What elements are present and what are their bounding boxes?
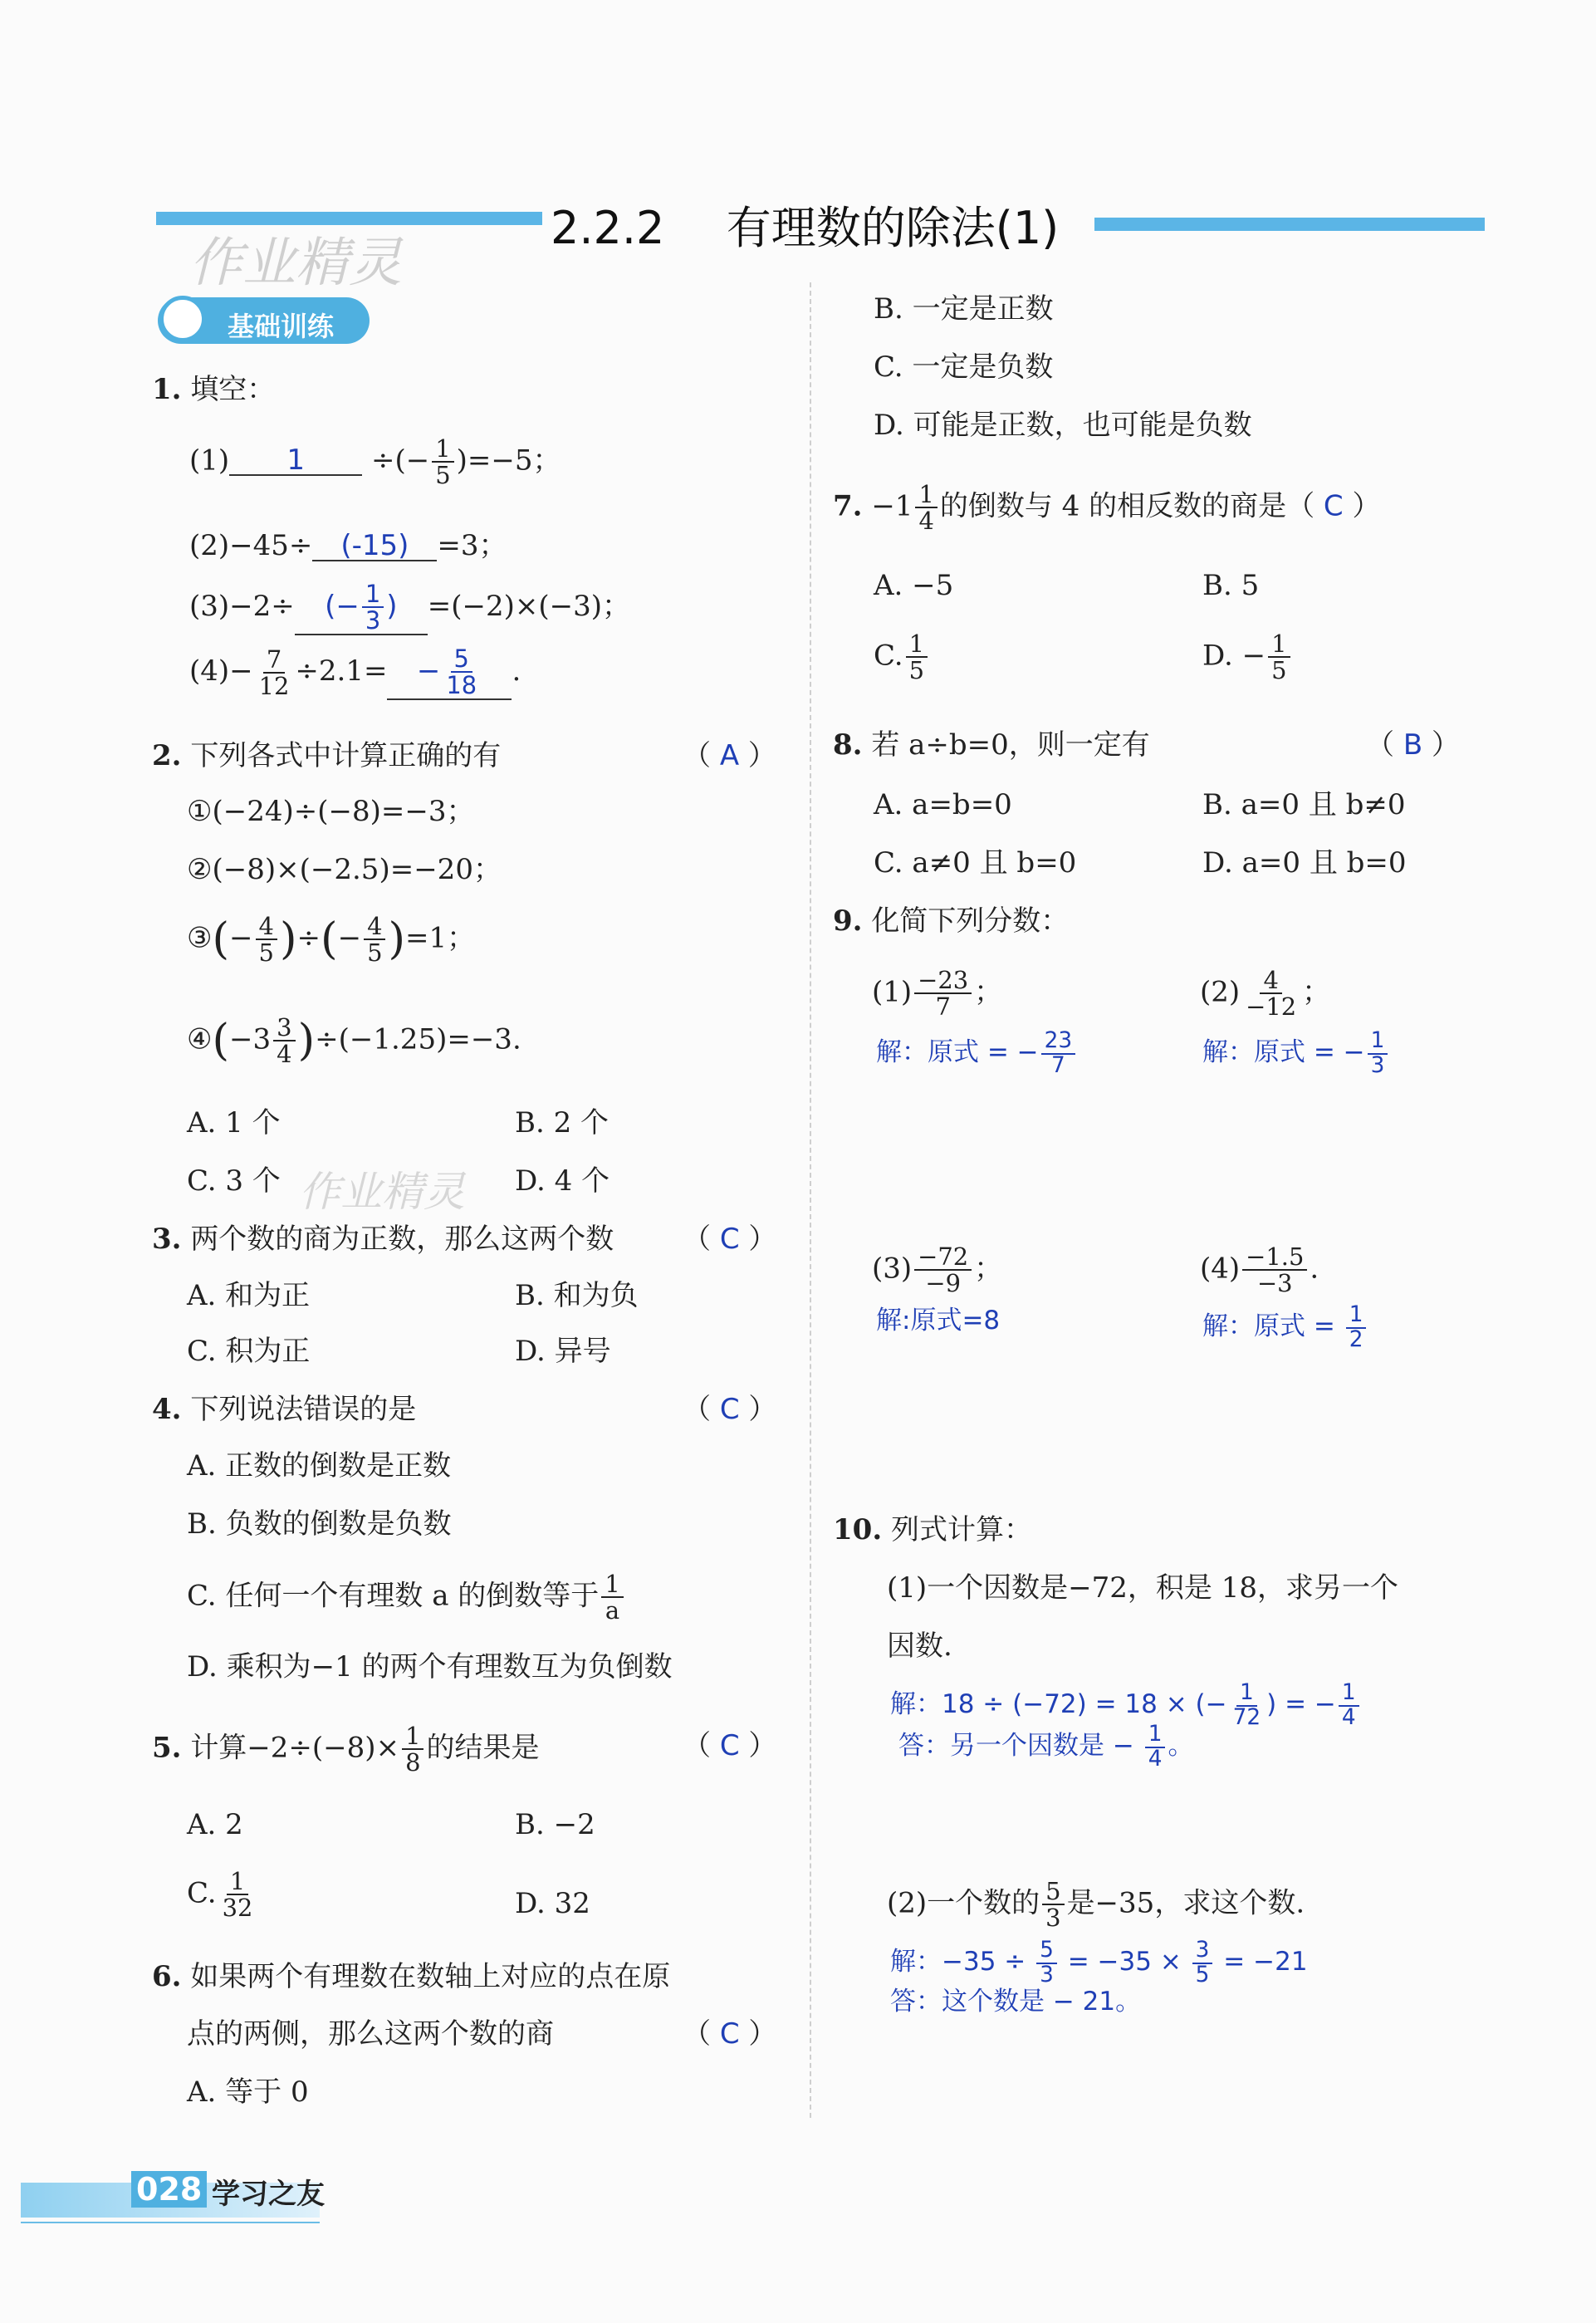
question-9-part-4: (4) $\frac{-1.5}{-3}$ . (1200, 1242, 1319, 1298)
question-10-conclusion-2: 答：这个数是 − 21。 (890, 1987, 1142, 2017)
header-right-bar (1094, 218, 1485, 231)
question-5-answer: （ C ） (683, 1729, 777, 1762)
question-9-answer-1: 解：原式 = − $\frac{23}{7}$ (876, 1030, 1078, 1077)
question-7-stem: 7. −1 $\frac{1}{4}$ 的倒数与 4 的相反数的商是（ C ） (833, 480, 1381, 536)
question-9-answer-4: 解：原式 = $\frac{1}{2}$ (1202, 1304, 1368, 1351)
question-5-option-d: D. 32 (515, 1887, 590, 1920)
question-3-option-d: D. 异号 (515, 1335, 611, 1368)
answer-1-4: − $\frac{5}{18}$ (387, 646, 512, 700)
question-9-answer-3: 解:原式=8 (876, 1306, 1001, 1335)
question-10-answer-2: 解：−35 ÷ $\frac{5}{3}$ = −35 × $\frac{3}{5}$ = −21 (890, 1938, 1308, 1987)
answer-1-2: (-15) (340, 529, 409, 562)
question-2-line-2: ②(−8)×(−2.5)=−20； (187, 853, 502, 886)
question-2-line-3: ③(− $\frac{4}{5}$ )÷(− $\frac{4}{5}$ )=1； (187, 912, 476, 968)
watermark: 作业精灵 (189, 233, 402, 294)
question-10-part-1-line-1: (1)一个因数是−72，积是 18，求另一个 (887, 1571, 1398, 1605)
basic-training-badge (158, 297, 370, 344)
question-5-option-b: B. −2 (515, 1808, 595, 1841)
question-1-part-3: (3)−2÷ (− $\frac{1}{3}$ ) =(−2)×(−3)； (189, 580, 631, 635)
question-6-option-d: D. 可能是正数，也可能是负数 (874, 409, 1252, 442)
question-7-option-b: B. 5 (1202, 569, 1260, 602)
footer-brand: 学习之友 (212, 2178, 325, 2211)
question-1-stem: 1. 填空： (152, 373, 276, 406)
question-5-stem: 5. 计算−2÷(−8)× $\frac{1}{8}$ 的结果是 (152, 1722, 540, 1777)
question-6-option-b: B. 一定是正数 (874, 292, 1054, 326)
question-8-option-c: C. a≠0 且 b=0 (874, 846, 1077, 880)
question-9-stem: 9. 化简下列分数： (833, 904, 1070, 938)
question-3-option-a: A. 和为正 (187, 1279, 311, 1312)
page-title (551, 193, 1059, 257)
badge-icon (159, 296, 206, 342)
question-2-stem: 2. 下列各式中计算正确的有 (152, 739, 502, 772)
question-6-answer: （ C ） (683, 2017, 777, 2051)
question-7-answer: C (1323, 489, 1344, 523)
question-6-option-c: C. 一定是负数 (874, 350, 1054, 384)
question-10-conclusion-1: 答：另一个因数是 − $\frac{1}{4}$ 。 (898, 1722, 1194, 1772)
question-4-option-d: D. 乘积为−1 的两个有理数互为负倒数 (187, 1650, 673, 1683)
question-10-part-2: (2)一个数的 $\frac{5}{3}$ 是−35，求这个数. (887, 1877, 1305, 1933)
question-7-option-c: C. $\frac{1}{5}$ (874, 631, 930, 684)
question-8-option-b: B. a=0 且 b≠0 (1202, 788, 1406, 821)
question-8-answer: （ B ） (1366, 728, 1460, 762)
question-5-option-a: A. 2 (187, 1808, 243, 1841)
question-3-option-c: C. 积为正 (187, 1335, 311, 1368)
page-number: 028 (131, 2171, 207, 2208)
question-2-answer: （ A ） (683, 739, 776, 772)
question-2-option-a: A. 1 个 (187, 1106, 281, 1139)
column-divider (810, 282, 811, 2118)
question-6-option-a: A. 等于 0 (187, 2076, 309, 2109)
question-1-part-1: (1) 1 ÷(− $\frac{1}{5}$ )=−5； (189, 434, 561, 490)
question-2-line-1: ①(−24)÷(−8)=−3； (187, 795, 475, 828)
section-number: 2.2.2 (551, 202, 665, 254)
question-4-stem: 4. 下列说法错误的是 (152, 1393, 417, 1426)
question-2-line-4: ④(−3 $\frac{3}{4}$ )÷(−1.25)=−3. (187, 1013, 521, 1069)
question-2-option-d: D. 4 个 (515, 1164, 610, 1198)
question-8-option-d: D. a=0 且 b=0 (1202, 846, 1407, 880)
question-6-stem-2: 点的两侧，那么这两个数的商 (187, 2017, 554, 2051)
question-7-option-d: D. − $\frac{1}{5}$ (1202, 631, 1293, 684)
question-8-option-a: A. a=b=0 (874, 788, 1012, 821)
question-9-part-2: (2) $\frac{4}{-12}$ ； (1200, 966, 1331, 1022)
question-10-part-1-line-2: 因数. (887, 1630, 952, 1663)
question-9-part-3: (3) $\frac{-72}{-9}$ ； (872, 1242, 1003, 1298)
question-10-stem: 10. 列式计算： (833, 1513, 1032, 1546)
question-2-option-c: C. 3 个 (187, 1164, 281, 1198)
question-9-part-1: (1) $\frac{-23}{7}$ ； (872, 966, 1003, 1022)
question-2-option-b: B. 2 个 (515, 1106, 610, 1139)
question-8-stem: 8. 若 a÷b=0，则一定有 (833, 728, 1150, 762)
question-4-option-b: B. 负数的倒数是负数 (187, 1507, 452, 1541)
question-9-answer-2: 解：原式 = − $\frac{1}{3}$ (1202, 1030, 1390, 1077)
question-6-stem-1: 6. 如果两个有理数在数轴上对应的点在原 (152, 1960, 671, 1993)
answer-1-3: (− $\frac{1}{3}$ ) (295, 581, 428, 635)
question-3-stem: 3. 两个数的商为正数，那么这两个数 (152, 1223, 614, 1256)
question-1-part-4: (4)− $\frac{7}{12}$ ÷2.1= − $\frac{5}{18}$ . (189, 644, 521, 700)
question-5-option-c: C. $\frac{1}{32}$ (187, 1867, 253, 1923)
watermark-mid: 作业精灵 (299, 1168, 465, 1216)
question-10-answer-1: 解：18 ÷ (−72) = 18 × (− $\frac{1}{72}$ ) = − $\frac{1}{4}$ (890, 1682, 1362, 1729)
answer-1-1: 1 (286, 444, 305, 478)
question-4-option-a: A. 正数的倒数是正数 (187, 1449, 452, 1483)
question-1-part-2: (2)−45÷ (-15) =3； (189, 529, 507, 562)
question-7-option-a: A. −5 (874, 569, 954, 602)
section-title: 有理数的除法(1) (726, 202, 1060, 254)
question-4-answer: （ C ） (683, 1393, 777, 1426)
question-3-answer: （ C ） (683, 1223, 777, 1256)
question-3-option-b: B. 和为负 (515, 1279, 639, 1312)
badge-label: 基础训练 (228, 311, 335, 342)
footer-rule (21, 2222, 320, 2223)
question-4-option-c: C. 任何一个有理数 a 的倒数等于 $\frac{1}{a}$ (187, 1571, 626, 1624)
